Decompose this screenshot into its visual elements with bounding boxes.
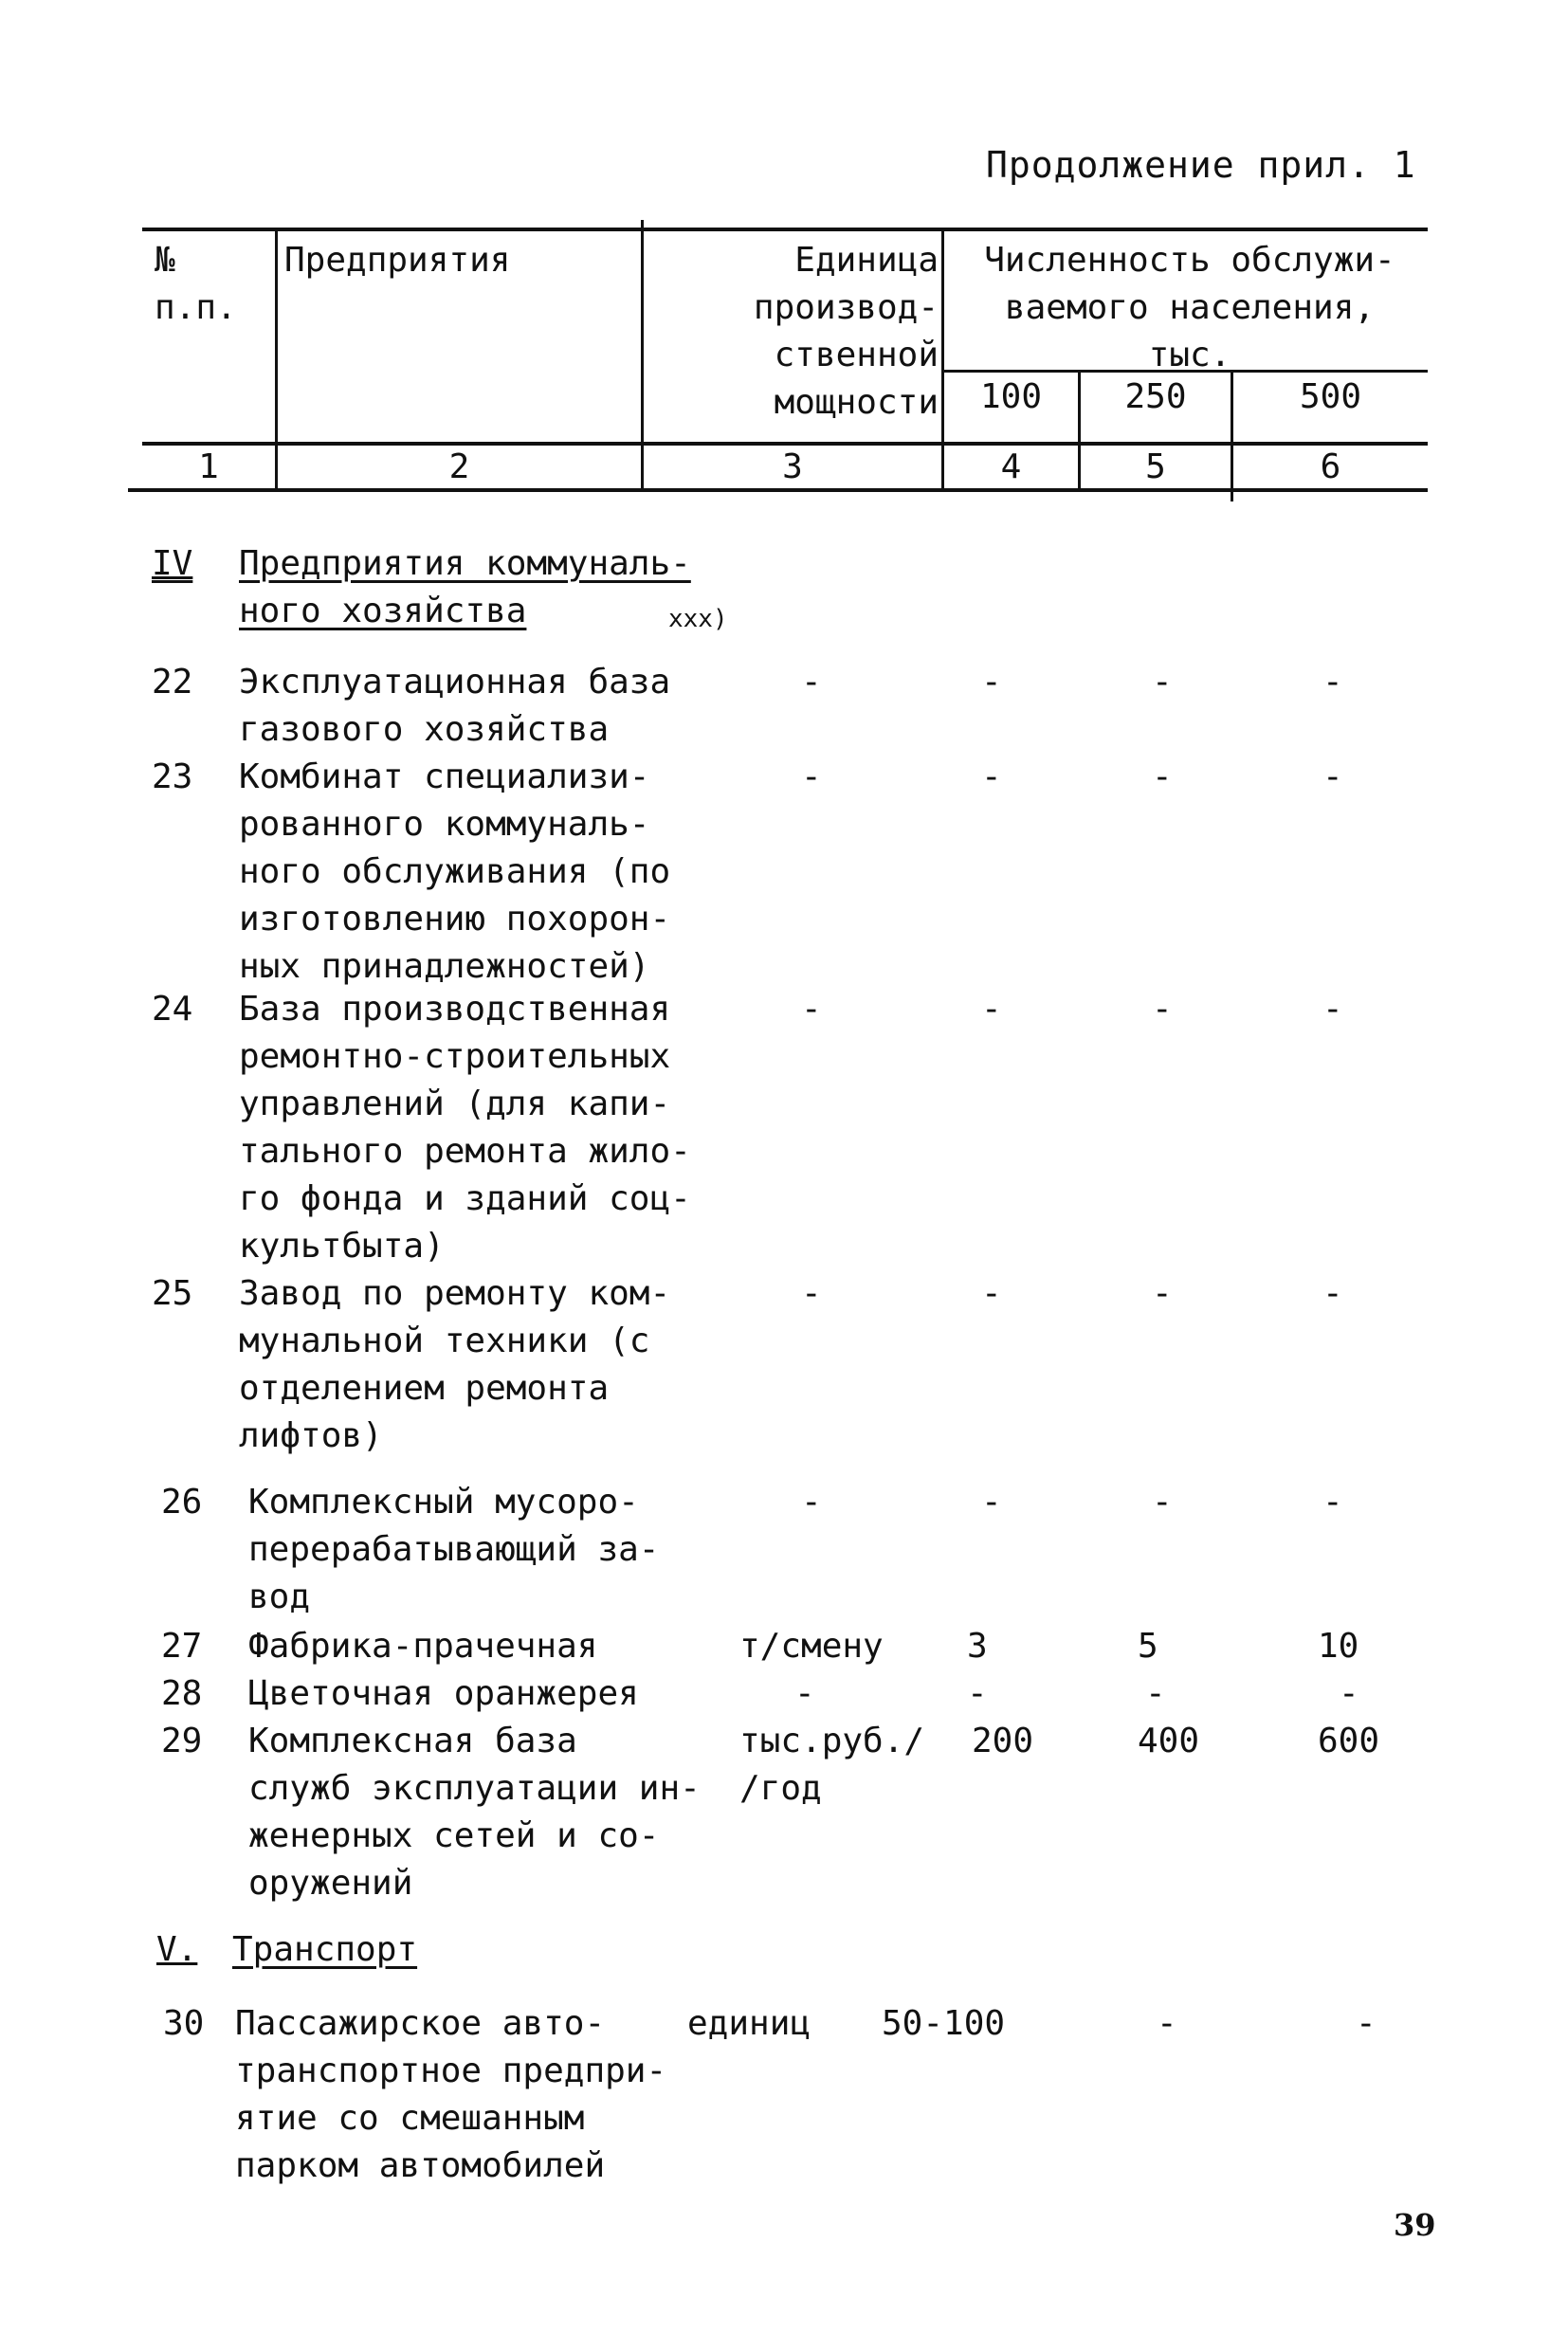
row-number: 28 (161, 1674, 203, 1713)
row-unit: т/смену (739, 1627, 884, 1666)
header-col-enterprise: Предприятия (284, 241, 511, 280)
row-number: 30 (163, 2004, 205, 2043)
row-value-500: - (1356, 2004, 1377, 2043)
row-number: 24 (152, 990, 193, 1029)
header-pop-100: 100 (979, 377, 1043, 416)
section-roman: IV (152, 544, 193, 583)
row-value-100: - (981, 663, 1002, 702)
row-value-500: 600 (1318, 1722, 1380, 1760)
row-number: 23 (152, 757, 193, 796)
row-unit: - (801, 1483, 822, 1522)
colnum-5: 5 (1145, 447, 1166, 486)
row-name: Комбинат специализи- рованного коммуналь- ного обслуживания (по изготовлению похорон- ных принадлежностей) (239, 757, 671, 986)
header-bottom-rule (142, 442, 1428, 446)
header-col-num: № п.п. (155, 241, 237, 327)
row-value-100: 50-100 (882, 2004, 1006, 2043)
row-value-250: 5 (1138, 1627, 1158, 1666)
row-name: Цветочная оранжерея (248, 1674, 639, 1713)
row-name: Комплексная база служб эксплуатации ин- женерных сетей и со- оружений (248, 1722, 701, 1903)
row-unit: - (794, 1674, 815, 1713)
row-name: Комплексный мусоро- перерабатывающий за- вод (248, 1483, 660, 1616)
row-name: База производственная ремонтно-строительных управлений (для капи- тального ремонта жило- го фонда и зданий соц- культбыта) (239, 990, 691, 1266)
row-name: Фабрика-прачечная (248, 1627, 598, 1666)
section-title: Транспорт (232, 1930, 418, 1969)
row-value-250: - (1152, 757, 1173, 796)
section-title: Предприятия коммуналь- ного хозяйства (239, 544, 691, 630)
colnum-6: 6 (1320, 447, 1341, 486)
header-col-unit: Единица производ- ственной мощности (753, 241, 939, 422)
row-unit: тыс.руб./ /год (739, 1722, 925, 1808)
row-value-500: - (1322, 990, 1343, 1029)
row-unit: - (801, 1274, 822, 1313)
row-value-500: - (1322, 1483, 1343, 1522)
row-number: 29 (161, 1722, 203, 1760)
row-value-250: - (1145, 1674, 1166, 1713)
continuation-label: Продолжение прил. 1 (986, 144, 1416, 186)
row-name: Завод по ремонту ком- мунальной техники (с отделением ремонта лифтов) (239, 1274, 671, 1455)
row-value-250: - (1152, 1274, 1173, 1313)
row-value-250: - (1157, 2004, 1177, 2043)
colnum-4: 4 (1000, 447, 1022, 486)
row-value-100: 200 (972, 1722, 1034, 1760)
header-pop-500: 500 (1299, 377, 1362, 416)
row-unit: единиц (687, 2004, 811, 2043)
row-value-250: - (1152, 1483, 1173, 1522)
page-number: 39 (1394, 2207, 1436, 2243)
row-name: Пассажирское авто- транспортное предпри- ятие со смешанным парком автомобилей (235, 2004, 667, 2185)
row-value-250: 400 (1138, 1722, 1200, 1760)
row-number: 22 (152, 663, 193, 702)
header-col-population: Численность обслужи- ваемого населения, тыс. (984, 241, 1395, 374)
row-value-100: - (967, 1674, 988, 1713)
row-value-500: 10 (1318, 1627, 1359, 1666)
row-value-500: - (1322, 757, 1343, 796)
row-value-100: 3 (967, 1627, 988, 1666)
row-value-100: - (981, 990, 1002, 1029)
row-unit: - (801, 990, 822, 1029)
colnum-2: 2 (448, 447, 470, 486)
section-footnote-mark: xxx) (668, 605, 728, 633)
row-value-100: - (981, 757, 1002, 796)
colnum-1: 1 (198, 447, 219, 486)
row-unit: - (801, 757, 822, 796)
row-unit: - (801, 663, 822, 702)
row-name: Эксплуатационная база газового хозяйства (239, 663, 671, 749)
row-number: 26 (161, 1483, 203, 1522)
row-value-250: - (1152, 663, 1173, 702)
row-value-250: - (1152, 990, 1173, 1029)
row-number: 27 (161, 1627, 203, 1666)
row-value-500: - (1322, 1274, 1343, 1313)
colnum-3: 3 (782, 447, 803, 486)
row-value-500: - (1339, 1674, 1359, 1713)
section-roman: V. (156, 1930, 198, 1969)
header-pop-250: 250 (1124, 377, 1187, 416)
row-value-100: - (981, 1274, 1002, 1313)
row-value-500: - (1322, 663, 1343, 702)
row-value-100: - (981, 1483, 1002, 1522)
table-top-rule (142, 228, 1428, 231)
row-number: 25 (152, 1274, 193, 1313)
